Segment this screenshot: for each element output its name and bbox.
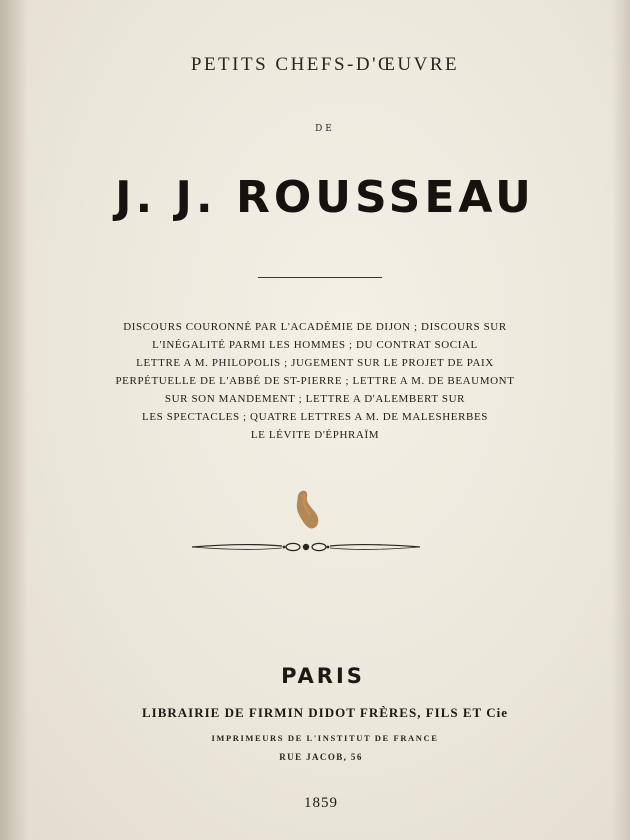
preposition-de: DE [315, 124, 335, 134]
imprint-publisher: LIBRAIRIE DE FIRMIN DIDOT FRÈRES, FILS ET Cie [142, 705, 508, 720]
title-divider-rule [258, 277, 382, 278]
book-subtitle: PETITS CHEFS-D'ŒUVRE [190, 54, 460, 75]
imprint-address: RUE JACOB, 56 [279, 752, 363, 762]
imprint-city: PARIS [281, 664, 365, 688]
contents-line: SUR SON MANDEMENT ; LETTRE A D'ALEMBERT SUR [164, 393, 466, 405]
contents-line: DISCOURS COURONNÉ PAR L'ACADÉMIE DE DIJON ; DISCOURS SUR [123, 321, 507, 333]
contents-line: L'INÉGALITÉ PARMI LES HOMMES ; DU CONTRAT SOCIAL [152, 339, 478, 351]
contents-line: LETTRE A M. PHILOPOLIS ; JUGEMENT SUR LE PROJET DE PAIX [136, 357, 494, 369]
contents-line: LE LÉVITE D'ÉPHRAÏM [250, 429, 380, 441]
contents-line: LES SPECTACLES ; QUATRE LETTRES A M. DE MALESHERBES [142, 411, 488, 423]
author-name: J. J. ROUSSEAU [115, 172, 535, 223]
imprint-printer: IMPRIMEURS DE L'INSTITUT DE FRANCE [211, 733, 439, 743]
foxing-stain [290, 488, 322, 530]
contents-line: PERPÉTUELLE DE L'ABBÉ DE ST-PIERRE ; LETTRE A M. DE BEAUMONT [115, 375, 515, 387]
decorative-ornament-rule [190, 538, 422, 556]
contents-list [80, 318, 550, 444]
imprint-year: 1859 [304, 795, 338, 811]
